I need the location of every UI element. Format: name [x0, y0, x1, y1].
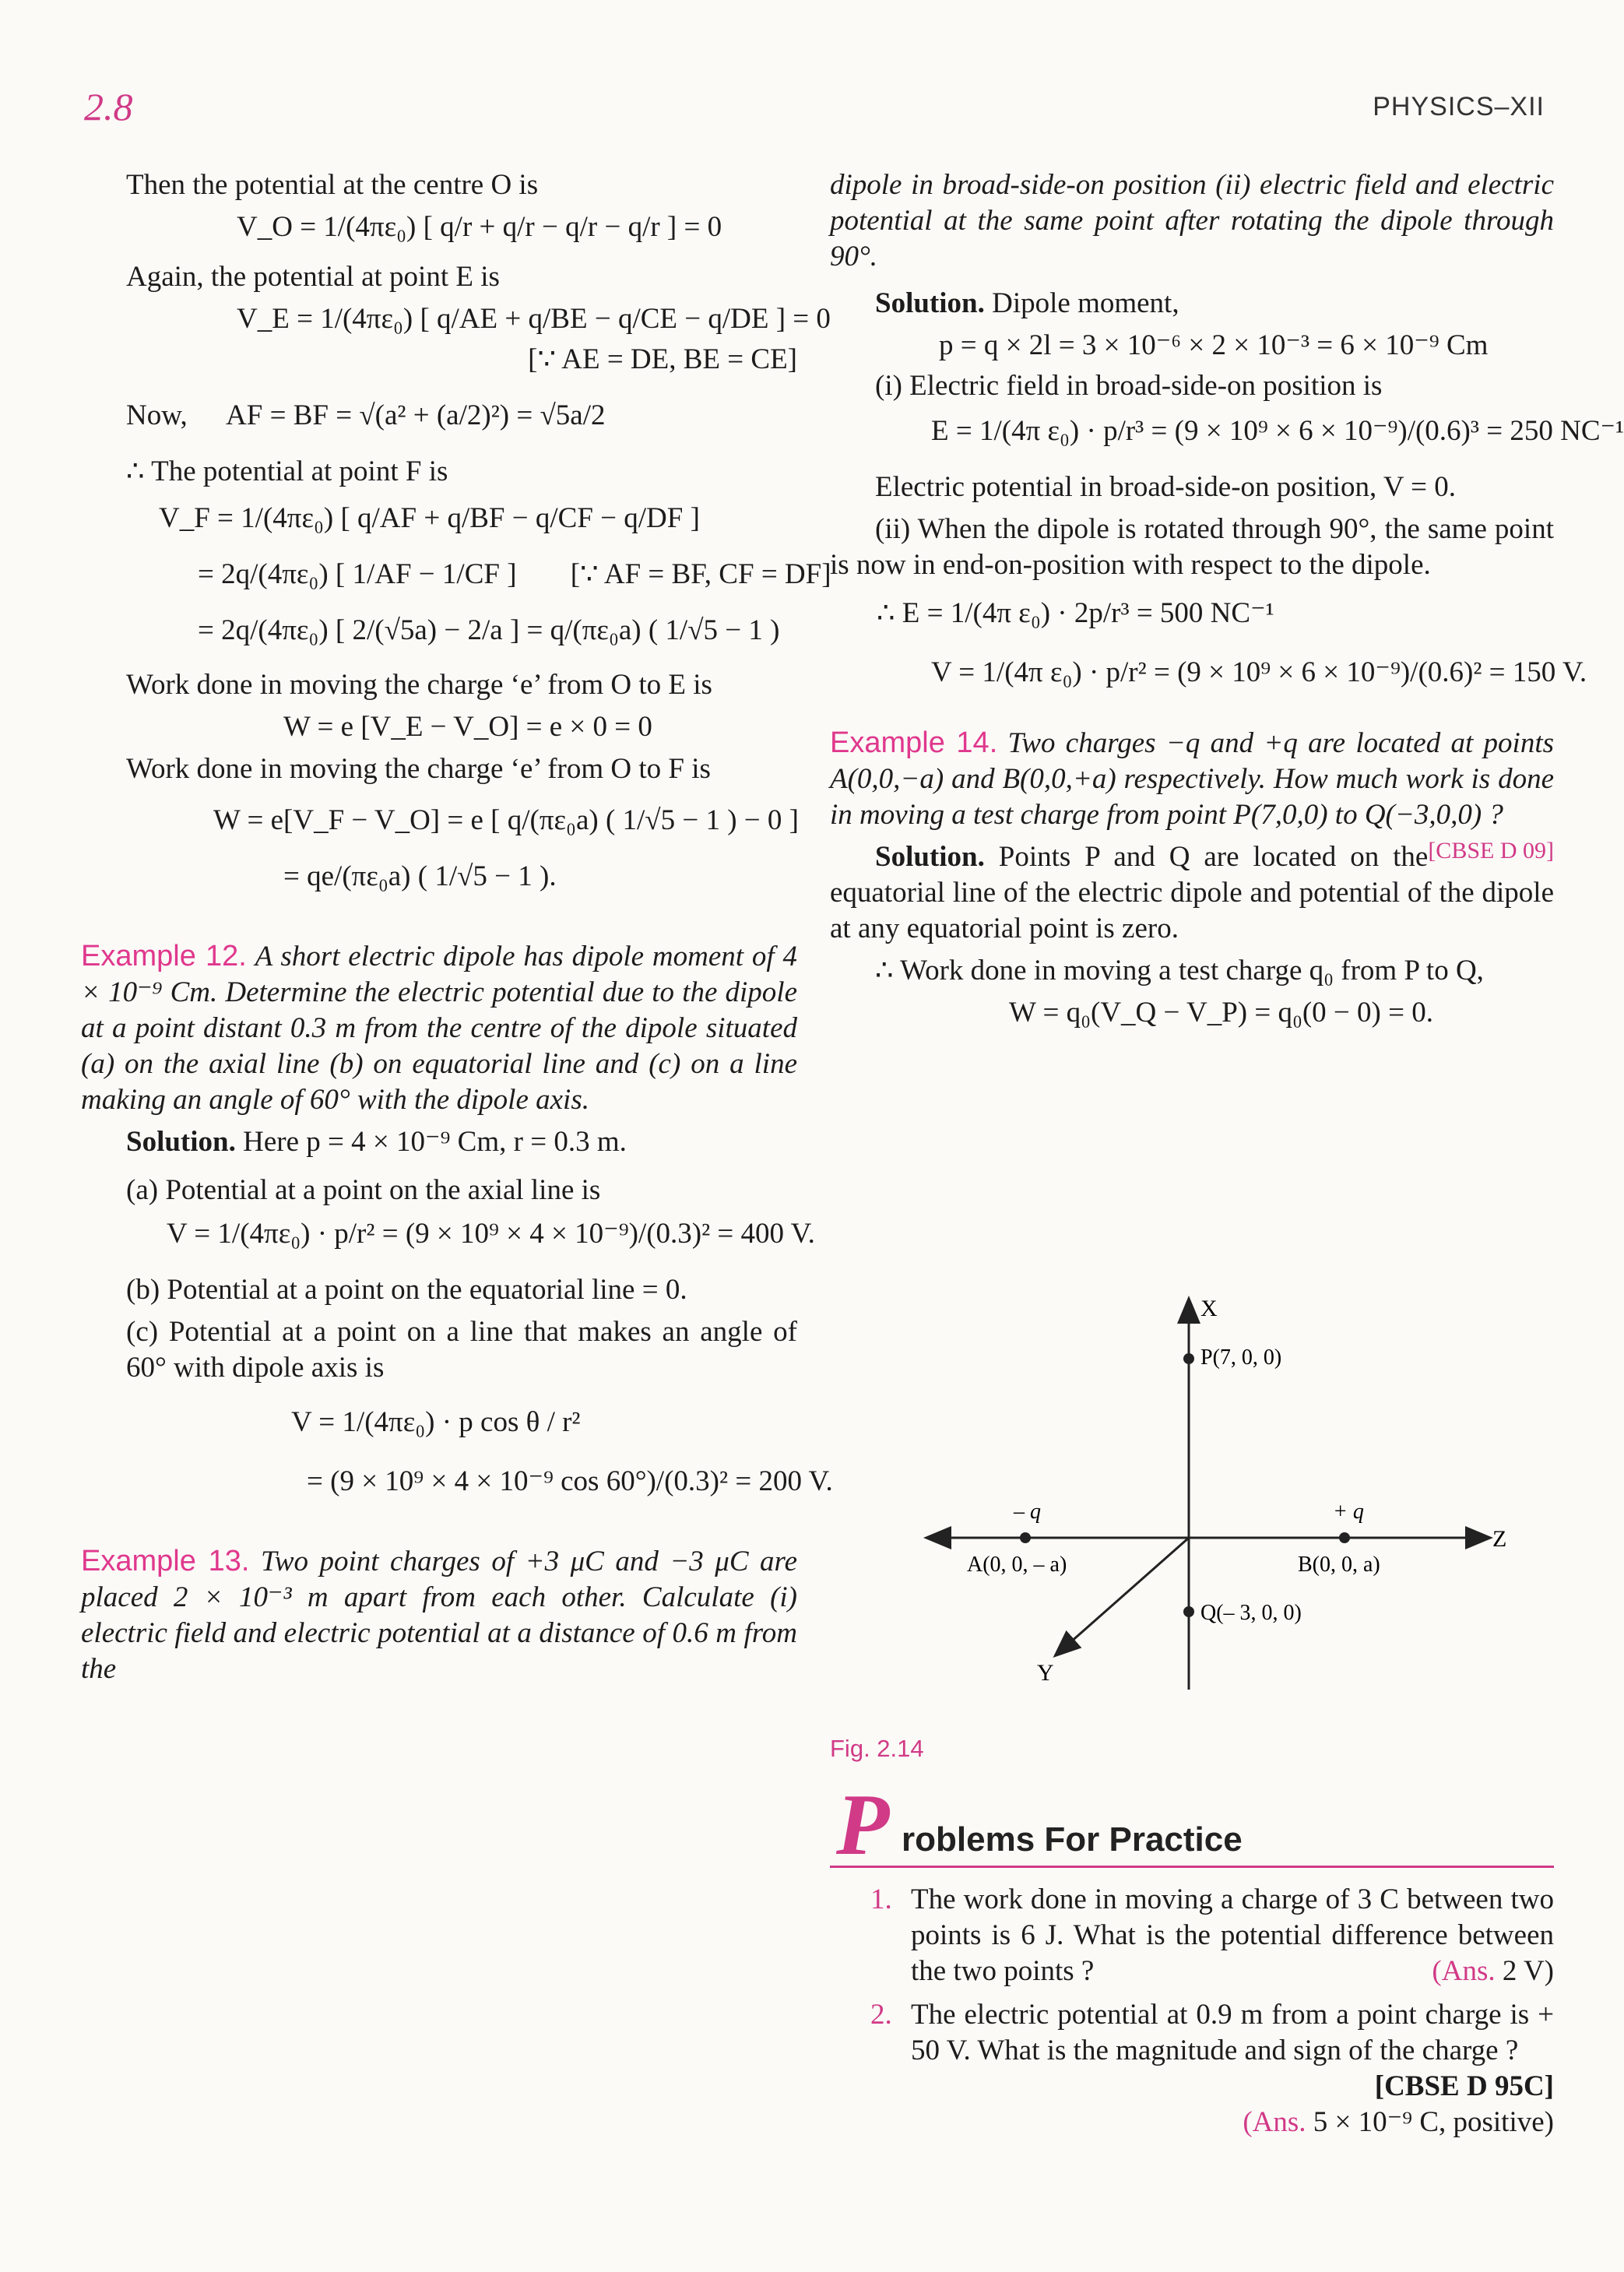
problems-title	[830, 1777, 1554, 1873]
equation	[81, 398, 797, 434]
equation-note: [∵ AF = BF, CF = DF]	[570, 558, 831, 590]
example-13	[81, 1543, 797, 1687]
equation-body: = 2q/(4πε₀) [ 1/AF − 1/CF ]	[198, 558, 517, 590]
text-line: Work done in moving the charge ‘e’ from O to F is	[126, 753, 711, 785]
example-text: A short electric dipole has dipole moment of 4 × 10⁻⁹ Cm. Determine the electric potential due to the dipole at a point distant 0.3 m from the centre of the dipole situated (a) on the axial line (b) on equatorial line and (c) on a line making an angle of 60° with the dipole axis.	[81, 941, 797, 1116]
answer-label: (Ans.	[1243, 2106, 1306, 2138]
problem-text: The work done in moving a charge of 3 C between two points is 6 J. What is the potential difference between the two points ?	[911, 1883, 1554, 1987]
text-line: (a) Potential at a point on the axial line is	[126, 1174, 601, 1206]
right-column	[830, 167, 1624, 1036]
equation: V = 1/(4πε₀) · p cos θ / r²	[291, 1406, 581, 1438]
text-line: Work done in moving the charge ‘e’ from O to E is	[126, 669, 712, 701]
equation: W = e[V_F − V_O] = e [ q/(πε₀a) ( 1/√5 − 1 ) − 0 ]	[213, 804, 799, 836]
equation: E = 1/(4π ε₀) · p/r³ = (9 × 10⁹ × 6 × 10⁻⁹)/(0.6)³ = 250 NC⁻¹	[931, 415, 1624, 447]
text-line: Now,	[126, 399, 188, 431]
text-line: Electric potential in broad-side-on position, V = 0.	[875, 471, 1456, 503]
problem-list	[830, 1882, 1554, 2140]
problem-answer	[1416, 1954, 1554, 1989]
text-line: ∴ Work done in moving a test charge q₀ from P to Q,	[875, 955, 1484, 987]
equation: ∴ E = 1/(4π ε₀) · 2p/r³ = 500 NC⁻¹	[877, 597, 1274, 629]
y-axis-label: Y	[1037, 1660, 1054, 1686]
charge-b-point	[1339, 1532, 1350, 1543]
answer-value: 5 × 10⁻⁹ C, positive)	[1313, 2106, 1554, 2138]
equation: = (9 × 10⁹ × 4 × 10⁻⁹ cos 60°)/(0.3)² = 200 V.	[307, 1465, 833, 1497]
equation: V = 1/(4πε₀) · p/r² = (9 × 10⁹ × 4 × 10⁻⁹)/(0.3)² = 400 V.	[167, 1218, 815, 1250]
equation: V_F = 1/(4πε₀) [ q/AF + q/BF − q/CF − q/DF ]	[159, 502, 700, 534]
equation: V_E = 1/(4πε₀) [ q/AE + q/BE − q/CE − q/DE ] = 0	[237, 303, 831, 335]
example-label: Example 14.	[830, 726, 998, 759]
example-label: Example 13.	[81, 1545, 250, 1577]
example-text: Two point charges of +3 μC and −3 μC are placed 2 × 10⁻³ m apart from each other. Calculate (i) electric field and electric potential at a distance of 0.6 m from the	[81, 1546, 797, 1685]
charge-a-point	[1020, 1532, 1031, 1543]
text-line: (ii) When the dipole is rotated through 90°, the same point is now in end-on-position with respect to the dipole.	[830, 513, 1554, 581]
y-axis	[1056, 1538, 1189, 1655]
problems-section	[830, 1777, 1554, 2148]
equation: W = e [V_E − V_O] = e × 0 = 0	[283, 711, 652, 743]
solution-text: Dipole moment,	[992, 287, 1179, 319]
example-label: Example 12.	[81, 940, 247, 972]
solution-text: Here p = 4 × 10⁻⁹ Cm, r = 0.3 m.	[243, 1126, 627, 1158]
positive-charge-label: + q	[1333, 1500, 1364, 1524]
answer-value: 2 V)	[1502, 1955, 1554, 1987]
problem-answer	[911, 2105, 1554, 2140]
point-a-label: A(0, 0, – a)	[967, 1553, 1067, 1577]
equation-note: [∵ AE = DE, BE = CE]	[528, 343, 797, 375]
dipole-axes-figure	[912, 1285, 1507, 1705]
text-line: (i) Electric field in broad-side-on position is	[875, 370, 1383, 402]
problems-title-text: roblems For Practice	[902, 1820, 1243, 1859]
point-p-label: P(7, 0, 0)	[1200, 1345, 1282, 1370]
source-tag: [CBSE D 09]	[1428, 838, 1554, 863]
x-axis-label: X	[1200, 1296, 1218, 1321]
example-text: Two charges −q and +q are located at points A(0,0,−a) and B(0,0,+a) respectively. How much work is done in moving a test charge from point P(7,0,0) to Q(−3,0,0) ?	[830, 727, 1554, 831]
answer-label: (Ans.	[1432, 1955, 1496, 1987]
equation: W = q₀(V_Q − V_P) = q₀(0 − 0) = 0.	[1009, 997, 1433, 1029]
equation: = qe/(πε₀a) ( 1/√5 − 1 ).	[283, 860, 557, 892]
problem-number: 1.	[870, 1883, 892, 1915]
problem-item	[830, 1997, 1554, 2140]
text-line: (c) Potential at a point on a line that makes an angle of 60° with dipole axis is	[126, 1316, 797, 1384]
solution-label: Solution.	[126, 1126, 236, 1158]
point-p	[1183, 1353, 1194, 1364]
solution-text: Points P and Q are located on the equatorial line of the electric dipole and potential of the dipole at any equatorial point is zero.	[830, 841, 1554, 944]
equation: V = 1/(4π ε₀) · p/r² = (9 × 10⁹ × 6 × 10⁻⁹)/(0.6)² = 150 V.	[931, 656, 1587, 688]
left-column	[81, 167, 833, 1693]
problem-number: 2.	[870, 1999, 892, 2031]
text-line: Then the potential at the centre O is	[126, 169, 539, 201]
equation: V_O = 1/(4πε₀) [ q/r + q/r − q/r − q/r ] = 0	[237, 211, 722, 243]
text-line: Again, the potential at point E is	[126, 261, 500, 293]
z-axis-label: Z	[1492, 1526, 1507, 1552]
source-tag: [CBSE D 95C]	[1374, 2070, 1554, 2102]
solution-line	[81, 1124, 797, 1160]
problem-text: The electric potential at 0.9 m from a point charge is + 50 V. What is the magnitude and sign of the charge ?	[911, 1999, 1554, 2066]
solution-line	[830, 286, 1554, 322]
solution-label: Solution.	[875, 841, 985, 873]
example-13-continued: dipole in broad-side-on position (ii) electric field and electric potential at the same point after rotating the dipole through 90°.	[830, 169, 1554, 273]
equation	[81, 557, 831, 593]
figure-caption: Fig. 2.14	[830, 1735, 924, 1762]
point-q	[1183, 1606, 1194, 1617]
text-line: (b) Potential at a point on the equatorial line = 0.	[126, 1274, 687, 1306]
point-q-label: Q(– 3, 0, 0)	[1200, 1601, 1302, 1625]
point-b-label: B(0, 0, a)	[1298, 1553, 1380, 1577]
running-header: PHYSICS–XII	[1373, 92, 1545, 121]
example-12	[81, 938, 797, 1118]
equation: p = q × 2l = 3 × 10⁻⁶ × 2 × 10⁻³ = 6 × 10⁻⁹ Cm	[939, 329, 1489, 361]
text-line: ∴ The potential at point F is	[126, 455, 448, 487]
equation-body: AF = BF = √(a² + (a/2)²) = √5a/2	[226, 399, 606, 431]
equation: = 2q/(4πε₀) [ 2/(√5a) − 2/a ] = q/(πε₀a) ( 1/√5 − 1 )	[198, 614, 780, 646]
solution-label: Solution.	[875, 287, 985, 319]
page-number: 2.8	[84, 85, 133, 128]
problem-item	[830, 1882, 1554, 1989]
negative-charge-label: – q	[1014, 1500, 1041, 1524]
problems-title-initial: P	[836, 1777, 890, 1873]
